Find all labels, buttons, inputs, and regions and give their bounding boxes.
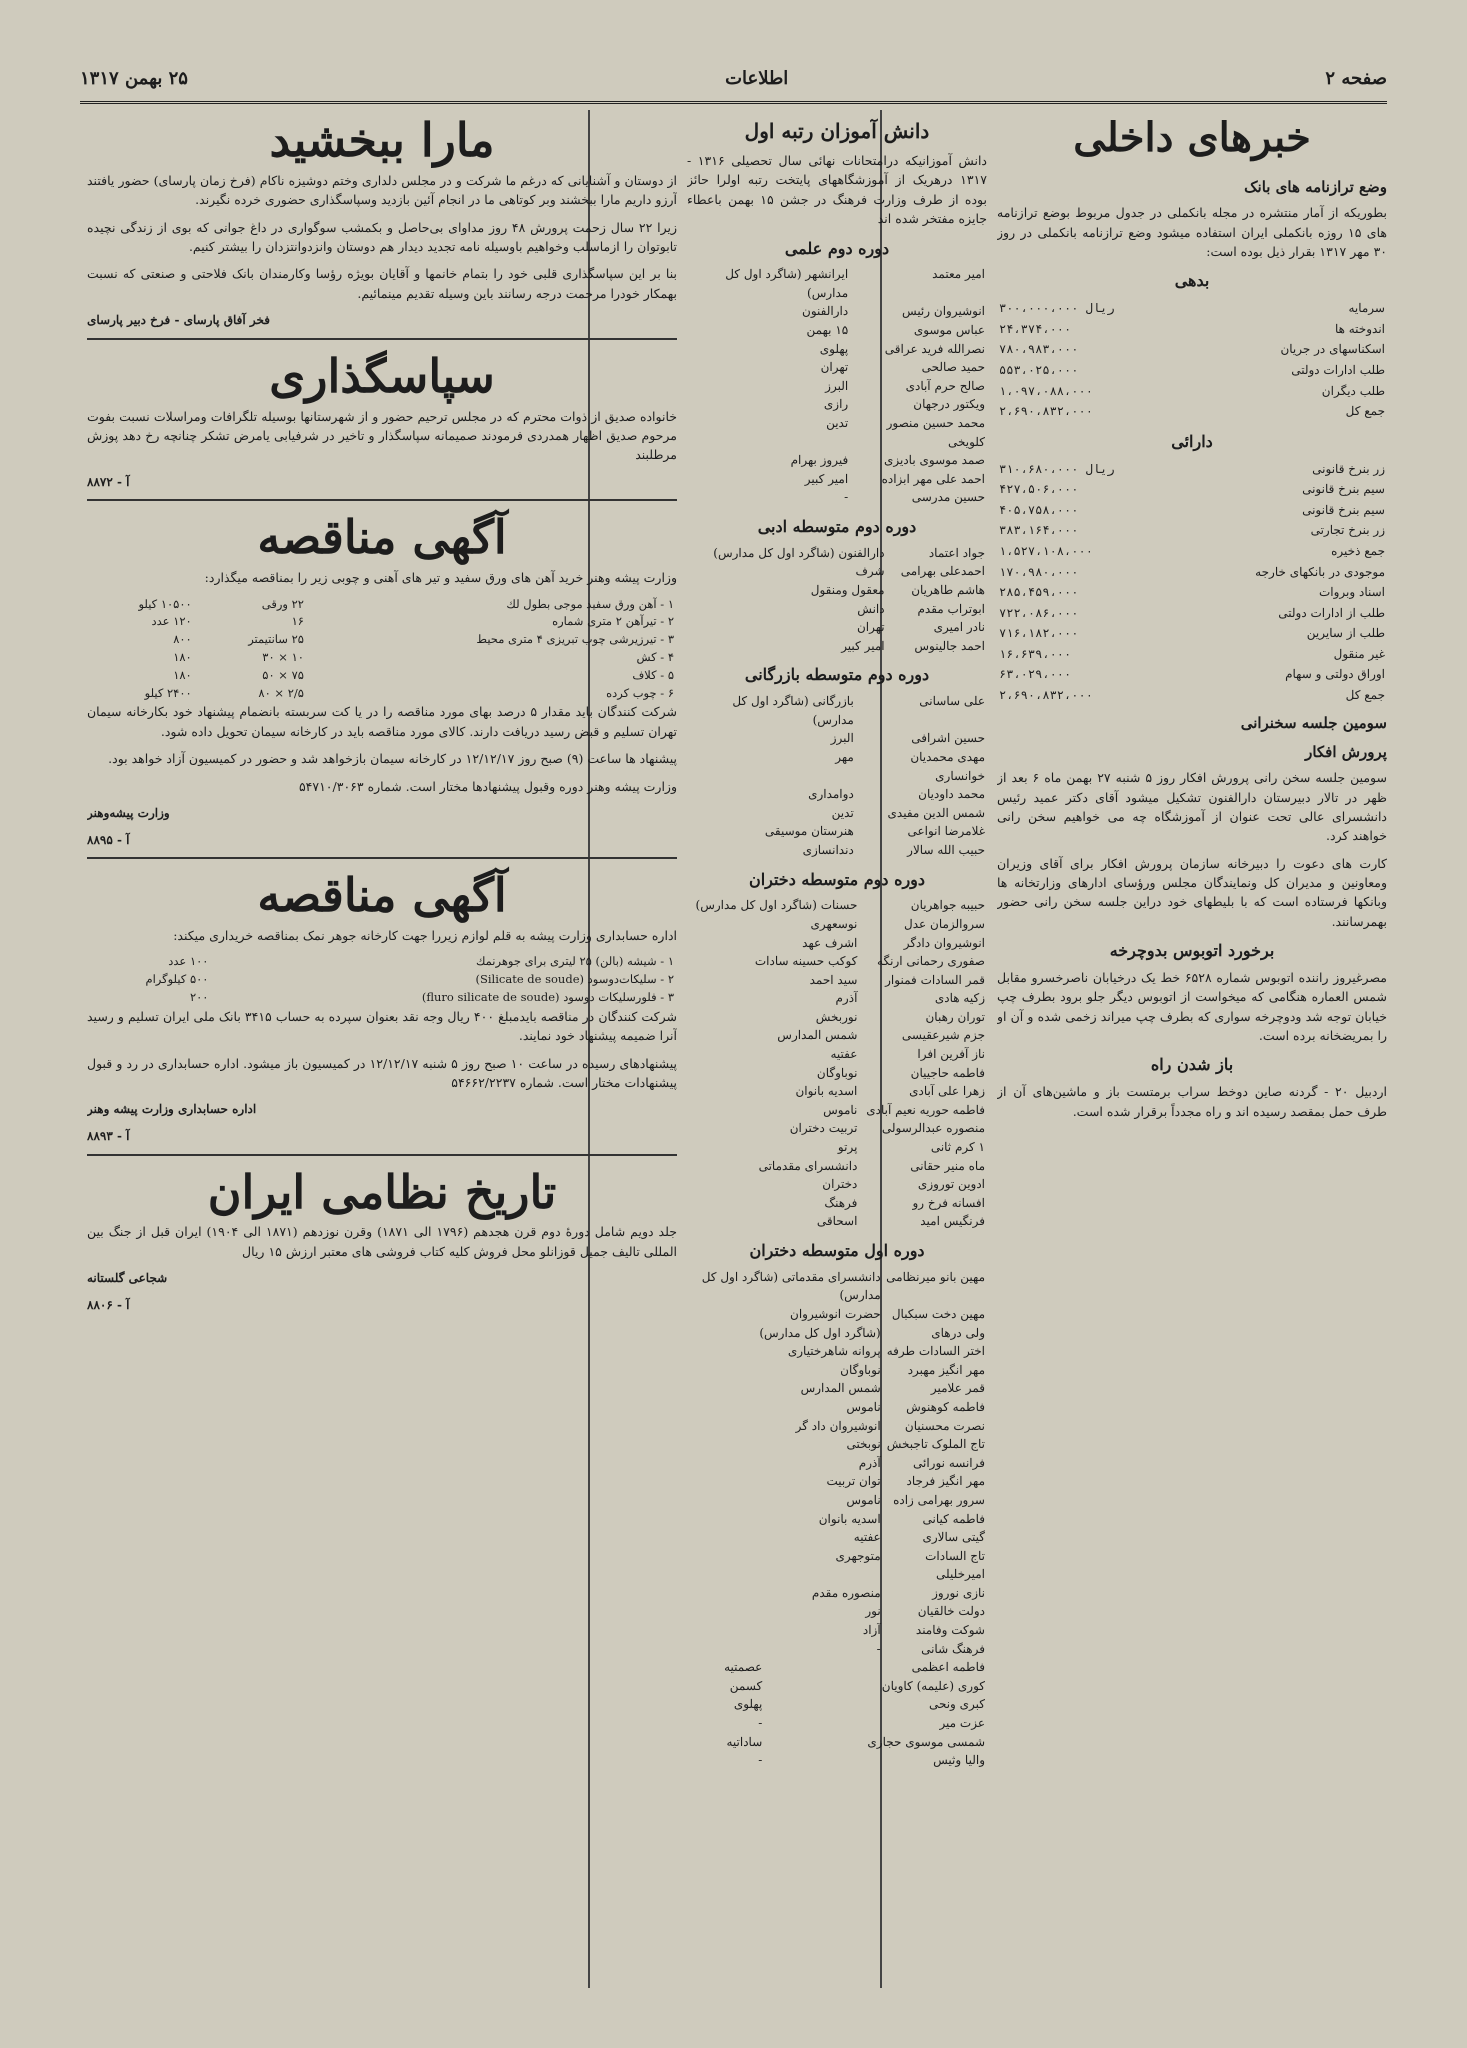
apology-body: از دوستان و آشنایانی که درغم ما شرکت و در مجلس دلداری وختم دوشیزه ناکام (فرخ زمان پارسای) حضور یافتند آرزو داریم مارا ببخشند وبر کوتاهی ما در انجام آئین بازدید وسپاسگذاری حضوری خرده نگیرند. bbox=[87, 172, 677, 208]
table-row: حبیبه جواهریان حسنات (شاگرد اول کل مدارس) bbox=[695, 898, 985, 913]
column-students bbox=[687, 110, 987, 1770]
tender1-code: آ - ۸۸۹۵ bbox=[87, 832, 130, 847]
table-row: ناز آفرین افرا عفتیه bbox=[830, 1047, 985, 1062]
table-row: تاج السادات امیرخلیلی متوجهری bbox=[835, 1548, 985, 1582]
sec4-table bbox=[687, 896, 987, 1231]
table-row: ولی درهای (شاگرد اول کل مدارس) bbox=[759, 1325, 985, 1340]
table-row: احمد جالینوس امیر کبیر bbox=[841, 638, 985, 653]
table-row: جزم شیرعقیسی شمس المدارس bbox=[777, 1028, 985, 1043]
sec4-title: دوره دوم متوسطه دختران bbox=[748, 869, 926, 889]
table-row: زهرا علی آبادی اسدیه بانوان bbox=[795, 1084, 985, 1099]
table-row: محمد داودیان دوامداری bbox=[808, 787, 985, 802]
sec5b-table bbox=[687, 1658, 987, 1770]
table-row: فاطمه حوریه نعیم آبادی ناموس bbox=[823, 1102, 985, 1117]
table-row: قمر السادات فمنوار سید احمد bbox=[809, 972, 985, 987]
table-row: ۱ - شیشه (بالن) ۲۵ لیتری برای جوهرنمك ۱۰۰ عدد bbox=[168, 954, 674, 969]
table-row: جمع ذخیره ۱،۵۲۷،۱۰۸،۰۰۰ bbox=[999, 543, 1385, 558]
table-row: عباس موسوی ۱۵ بهمن bbox=[806, 323, 985, 338]
table-row: کبری ونحی پهلوی bbox=[733, 1697, 985, 1712]
table-row: سیم بنرخ قانونی ۴۲۷،۵۰۶،۰۰۰ bbox=[999, 482, 1385, 497]
apology-body-2: زیرا ۲۲ سال زحمت پرورش ۴۸ روز مداوای بی‌حاصل و بکمشب سوگواری در داغ جوانی که بوی از زندگی نچیده تابوتوان را ازماسلب وخواهیم باوسیله نامه تجدید دیدار هم دوستان وانزدوانتزدان را بیشتر کنیم. bbox=[87, 219, 677, 255]
road-body: اردبیل ۲۰ - گردنه صاین دوخط سراب برمتست باز و ماشین‌های آن از طرف حمل بمقصد رسیده اند و راه مجدداً برقرار شده است. bbox=[997, 1084, 1387, 1119]
table-row: افسانه فرخ رو فرهنگ bbox=[824, 1195, 985, 1210]
session-subtitle: پرورش افکار bbox=[1305, 742, 1387, 761]
table-row: زر بنرخ قانونی ۳۱۰،۶۸۰،۰۰۰ ریال bbox=[999, 461, 1385, 476]
table-row: گیتی سالاری عفتیه bbox=[853, 1530, 985, 1545]
tender1-signature: وزارت پیشه‌وهنر bbox=[87, 805, 170, 820]
table-row: زر بنرخ تجارتی ۳۸۳،۱۶۴،۰۰۰ bbox=[999, 523, 1385, 538]
table-row: احمدعلی بهرامی شرف bbox=[855, 564, 985, 579]
table-row: فاطمه اعظمی عصمتیه bbox=[724, 1660, 985, 1675]
table-row: نازی نوروز منصوره مقدم bbox=[811, 1585, 985, 1600]
tender1-body-2: پیشنهاد ها ساعت (۹) صبح روز ۱۲/۱۲/۱۷ در کارخانه سیمان بازخواهد شد و حضور در کمیسیون آزاد خواهد بود. bbox=[108, 751, 677, 767]
table-row: اندوخته ها ۲۴،۳۷۴،۰۰۰ bbox=[999, 321, 1385, 336]
table-row: طلب از سایرین ۷۱۶،۱۸۲،۰۰۰ bbox=[999, 626, 1385, 641]
table-row: مهین بانو میرنظامی دانشسرای مقدماتی (شاگرد اول کل مدارس) bbox=[701, 1269, 985, 1303]
sec3-title: دوره دوم متوسطه بازرگانی bbox=[744, 665, 930, 685]
apology-body-3: بنا بر این سپاسگذاری قلبی خود را بتمام خانمها و آقایان بویژه رؤسا وکارمندان بانک فلاحتی و صنعتی که نسبت بهمکار خودرا مرحمت درجه رسانند باین وسیله تقدیم مینمائیم. bbox=[87, 266, 677, 301]
table-row: حسین اشرافی البرز bbox=[830, 731, 985, 746]
table-row: ویکتور درجهان رازی bbox=[823, 397, 985, 412]
sec1-table bbox=[687, 265, 987, 507]
table-row: شوکت وفامند آزاد bbox=[862, 1623, 985, 1638]
road-title: باز شدن راه bbox=[1150, 1055, 1234, 1075]
military-body: جلد دویم شامل دورهٔ دوم قرن هجدهم (۱۷۹۶ الی ۱۸۷۱) وقرن نوزدهم (۱۸۷۱ الی ۱۹۰۴) ایران قبل از جنگ بین المللی تالیف جمیل قوزانلو محل فروش کلیه کتاب فروشی های معتبر ارزش ۱۵ ریال bbox=[87, 1224, 677, 1259]
tender2-code: آ - ۸۸۹۳ bbox=[87, 1128, 130, 1143]
sec2-title: دوره دوم متوسطه ادبی bbox=[757, 517, 917, 537]
table-row: غیر منقول ۱۶،۶۳۹،۰۰۰ bbox=[999, 646, 1385, 661]
session-title: سومین جلسه سخنرانی bbox=[1240, 713, 1387, 732]
table-row: ماه منیر حقانی دانشسرای مقدماتی bbox=[758, 1158, 985, 1173]
table-row: صالح حرم آبادی البرز bbox=[825, 378, 985, 393]
table-row: اختر السادات طرفه پروانه شاهرختیاری bbox=[787, 1344, 985, 1359]
table-row: نادر امیری تهران bbox=[856, 620, 985, 635]
table-row: اسکناسهای در جریان ۷۸۰،۹۸۳،۰۰۰ bbox=[999, 342, 1385, 357]
table-row: شمس الدین مفیدی تدین bbox=[831, 805, 985, 820]
tender2-body-2: پیشنهادهای رسیده در ساعت ۱۰ صبح روز ۵ شنبه ۱۲/۱۲/۱۷ در کمیسیون باز میشود. اداره حسابداری در رد و قبول پیشنهادات مختار است. شماره ۵۴۶۶۲/۲۲۳۷ bbox=[87, 1055, 677, 1090]
table-row: ۱ کرم ثانی پرتو bbox=[837, 1140, 985, 1155]
table-row: احمد علی مهر ابزاده امیر کبیر bbox=[804, 471, 985, 486]
table-row: نصرت محسنیان انوشیروان داد گر bbox=[795, 1418, 985, 1433]
assets-label: دارائی bbox=[1171, 431, 1213, 451]
tender2-intro: اداره حسابداری وزارت پیشه به قلم لوازم زیررا جهت کارخانه جوهر نمک بمناقصه خریداری میکند: bbox=[173, 928, 677, 944]
military-code: آ - ۸۸۰۶ bbox=[87, 1297, 130, 1312]
table-row: طلب از ادارات دولتی ۷۲۲،۰۸۶،۰۰۰ bbox=[999, 605, 1385, 620]
table-row: اسناد وبروات ۲۸۵،۴۵۹،۰۰۰ bbox=[999, 585, 1385, 600]
tender2-items bbox=[87, 953, 677, 1006]
table-row: ۶ - چوب کرده ۲/۵ × ۸۰ ۲۴۰۰ کیلو bbox=[144, 685, 674, 700]
column-ads bbox=[87, 110, 677, 1322]
table-row: فرنگیس امید اسحاقی bbox=[816, 1214, 985, 1229]
liabilities-table bbox=[997, 298, 1387, 422]
table-row: ۴ - کش ۱۰ × ۳۰ ۱۸۰ bbox=[173, 650, 674, 665]
table-row: حبیب الله سالار دندانسازی bbox=[802, 842, 985, 857]
table-row: عزت میر - bbox=[758, 1716, 985, 1731]
tender1-body-3: وزارت پیشه وهنر دوره وقبول پیشنهادها مختار است. شماره ۵۴۷۱۰/۳۰۶۳ bbox=[298, 778, 677, 794]
table-row: ۲ - سلیکات‌دوسود (Silicate de soude) ۵۰۰ کیلوگرام bbox=[145, 972, 674, 987]
table-row: والیا وثیس - bbox=[758, 1753, 985, 1768]
table-row: تاج الملوک تاجبخش نوبختی bbox=[846, 1437, 985, 1452]
issue-date: ۲۵ بهمن ۱۳۱۷ bbox=[80, 67, 188, 89]
table-row: جمع کل ۲،۶۹۰،۸۳۲،۰۰۰ bbox=[999, 404, 1385, 419]
table-row: فرهنگ شانی - bbox=[876, 1641, 985, 1656]
table-row: نصرالله فرید عراقی پهلوی bbox=[819, 341, 985, 356]
table-row: انوشیروان رئیس دارالفنون bbox=[802, 304, 985, 319]
table-row: مهدی محمدیان خوانساری مهر bbox=[835, 749, 985, 783]
sec2-table bbox=[687, 544, 987, 656]
table-row: فاطمه کیانی اسدیه بانوان bbox=[818, 1511, 985, 1526]
table-row: مهر انگیز مهبرد نوباوگان bbox=[840, 1362, 985, 1377]
table-row: محمد حسین منصور کلویخی تدین bbox=[826, 416, 985, 449]
table-row: دولت خالقیان نور bbox=[865, 1604, 985, 1619]
table-row: علی ساسانی بازرگانی (شاگرد اول کل مدارس) bbox=[732, 694, 985, 727]
table-row: طلب ادارات دولتی ۵۵۳،۰۲۵،۰۰۰ bbox=[999, 362, 1385, 377]
table-row: توران رهبان نوربخش bbox=[815, 1009, 985, 1024]
table-row: جمع کل ۲،۶۹۰،۸۳۲،۰۰۰ bbox=[999, 688, 1385, 703]
students-intro: دانش آموزانیکه درامتحانات نهائی سال تحصیلی ۱۳۱۶ - ۱۳۱۷ درهریک از آموزشگاههای پایتخت رتبه اولرا حائز بوده از طرف وزارت فرهنگ در جشن ۱۵ بهمن باعطاء جایزه مفتخر شده اند bbox=[687, 153, 987, 227]
table-row: حسین مدرسی - bbox=[844, 490, 985, 505]
table-row: صمد موسوی بادیزی فیروز بهرام bbox=[790, 453, 985, 468]
tender2-signature: اداره حسابداری وزارت پیشه وهنر bbox=[87, 1102, 257, 1117]
table-row: سرور بهرامی زاده ناموس bbox=[846, 1492, 985, 1507]
table-row: ۲ - تیرآهن ۲ متری شماره ۱۶ ۱۲۰ عدد bbox=[151, 614, 674, 629]
table-row: مهر انگیز فرجاد توان تربیت bbox=[826, 1474, 985, 1489]
table-row: صفوری رحمانی ارنگه کوکب حسینه سادات bbox=[754, 954, 985, 969]
table-row: ۵ - کلاف ۷۵ × ۵۰ ۱۸۰ bbox=[173, 667, 674, 682]
table-row: جواد اعتماد دارالفنون (شاگرد اول کل مدارس) bbox=[713, 545, 985, 560]
table-row: ادوین توروزی دختران bbox=[822, 1177, 985, 1192]
table-row: سروالزمان عدل نوسعهری bbox=[810, 916, 985, 931]
table-row: طلب دیگران ۱،۰۹۷،۰۸۸،۰۰۰ bbox=[999, 383, 1385, 398]
table-row: کوری (علیمه) کاویان کسمن bbox=[729, 1678, 985, 1693]
table-row: ۳ - تیرزیرشی چوب تبریزی ۴ متری محیط ۲۵ سانتیمتر ۸۰۰ bbox=[173, 632, 674, 647]
table-row: فرانسه نورائی آذرم bbox=[858, 1455, 985, 1470]
table-row: مهین دخت سبکبال حضرت انوشیروان bbox=[790, 1306, 985, 1321]
apology-title: مارا ببخشید bbox=[269, 113, 495, 167]
session-body: سومین جلسه سخن رانی پرورش افکار روز ۵ شنبه ۲۷ بهمن ماه ۶ بعد از ظهر در تالار دبیرستان دارالفنون تشکیل میشود آقای دکتر عمید رئیس دانشسرای عالی تحت عنوان از آموزشگاه چه می خواهیم سخن رانی خواهند کرد. bbox=[997, 770, 1387, 844]
masthead bbox=[80, 55, 1387, 104]
paper-name: اطلاعات bbox=[725, 67, 789, 89]
sec5-table bbox=[687, 1268, 987, 1658]
table-row: شمسی موسوی حجازی ساداتیه bbox=[726, 1734, 985, 1749]
sec3-table bbox=[687, 692, 987, 859]
table-row: هاشم طاهریان معقول ومنقول bbox=[810, 583, 985, 597]
table-row: غلامرضا انواعی هنرستان موسیقی bbox=[764, 824, 985, 839]
table-row: ۳ - فلورسلیکات دوسود (fluro silicate de soude) ۲۰۰ bbox=[189, 990, 674, 1005]
assets-table bbox=[997, 459, 1387, 706]
military-signature: شجاعی گلستانه bbox=[87, 1271, 168, 1286]
tender1-body: شرکت کنندگان باید مقدار ۵ درصد بهای مورد مناقصه را در یا کت سربسته بانضمام پیشنهاد خود بکارخانه سیمان تهران تسلیم و قبض رسید دریافت دارند. کالای مورد مناقصه باید در کارخانه سیمان تحویل داده شود. bbox=[87, 704, 677, 739]
thanks-title: سپاسگذاری bbox=[269, 348, 495, 403]
bank-intro: بطوریکه از آمار منتشره در مجله بانکملی در جدول مربوط بوضع ترازنامه های ۱۵ روزه بانکملی ایران استفاده میشود وضع ترازنامه بانکملی در روز ۳۰ مهر ۱۳۱۷ بقرار ذیل بوده است: bbox=[997, 205, 1387, 259]
table-row: موجودی در بانکهای خارجه ۱۷۰،۹۸۰،۰۰۰ bbox=[999, 564, 1385, 579]
table-row: فاطمه حاجییان نوباوگان bbox=[816, 1065, 985, 1080]
sec5-title: دوره اول متوسطه دختران bbox=[749, 1241, 925, 1260]
page-number: صفحه ۲ bbox=[1325, 67, 1387, 89]
apology-signature: فخر آفاق پارسای - فرخ دبیر پارسای bbox=[87, 313, 271, 328]
table-row: انوشیروان دادگر اشرف عهد bbox=[802, 935, 985, 950]
table-row: زکیه هادی آذرم bbox=[835, 991, 985, 1006]
table-row: سرمایه ۳۰۰،۰۰۰،۰۰۰ ریال bbox=[999, 301, 1385, 316]
table-row: حمید صالحی تهران bbox=[820, 360, 985, 375]
bus-title: برخورد اتوبوس بدوچرخه bbox=[1109, 941, 1275, 961]
bank-title: وضع ترازنامه های بانک bbox=[1244, 178, 1387, 196]
military-title: تاریخ نظامی ایران bbox=[207, 1164, 557, 1219]
table-row: اوراق دولتی و سهام ۶۳،۰۲۹،۰۰۰ bbox=[999, 667, 1385, 682]
liabilities-label: بدهی bbox=[1174, 271, 1210, 291]
table-row: امیر معتمد ایرانشهر (شاگرد اول کل مدارس) bbox=[725, 267, 985, 300]
bus-body: مصرغیروز راننده اتوبوس شماره ۶۵۲۸ خط یک درخیابان ناصرخسرو مقابل شمس العماره هنگامی که میخواست از اتوبوس دیگر جلو برود بطرف چپ خیابان توجه شد ودوچرخه سواری که بطرف چپ میراند زخمی شده و آن او را بمریضخانه برده است. bbox=[997, 969, 1387, 1044]
table-row: فاطمه کوهنوش ناموس bbox=[846, 1399, 985, 1414]
domestic-news-title: خبرهای داخلی bbox=[1073, 114, 1311, 161]
students-title: دانش آموزان رتبه اول bbox=[744, 119, 930, 143]
thanks-code: آ - ۸۸۷۲ bbox=[87, 474, 130, 489]
table-row: قمر علامیر شمس المدارس bbox=[800, 1381, 985, 1396]
table-row: منصوره عبدالرسولی تربیت دختران bbox=[789, 1121, 985, 1136]
tender2-body: شرکت کنندگان در مناقصه بایدمبلغ ۴۰۰ ریال وجه نقد بعنوان سپرده به حساب ۳۴۱۵ بانک ملی ایران تسلیم و رسید آنرا ضمیمه پیشنهاد خود نمایند. bbox=[87, 1008, 677, 1044]
table-row: سیم بنرخ قانونی ۴۰۵،۷۵۸،۰۰۰ bbox=[999, 502, 1385, 517]
tender1-items bbox=[87, 596, 677, 703]
table-row: ابوتراب مقدم دانش bbox=[857, 601, 985, 616]
column-domestic bbox=[997, 110, 1387, 1129]
session-body-2: کارت های دعوت را دبیرخانه سازمان پرورش افکار برای آقای وزیران ومعاونین و مدیران کل ونمایندگان مجلس ورؤسای ادارهای وزارتخانه ها وبانکها فرستاده است که با بلیطهای خود دراین جلسه سخن رانی حضور بهمرسانند. bbox=[997, 855, 1387, 929]
tender1-intro: وزارت پیشه وهنر خرید آهن های ورق سفید و تیر های آهنی و چوبی زیر را بمناقصه میگذارد: bbox=[204, 570, 677, 586]
sec1-title: دوره دوم علمی bbox=[784, 238, 890, 258]
tender1-title: آگهی مناقصه bbox=[257, 510, 507, 565]
thanks-body: خانواده صدیق از ذوات محترم که در مجلس ترحیم حضور و از شهرستانها بوسیله تلگرافات ومراسلات نسبت بفوت مرحوم صدیق اظهار همدردی فرمودند صمیمانه سپاسگذار و تاخیر در شرفیابی یامرض تشکر چنانچه رخ دهد پوزش مرطلبند bbox=[87, 408, 677, 463]
tender2-title: آگهی مناقصه bbox=[257, 868, 507, 923]
table-row: ۱ - آهن ورق سفید موجی بطول لك ۲۲ ورقی ۱۰۵۰۰ کیلو bbox=[138, 596, 674, 611]
